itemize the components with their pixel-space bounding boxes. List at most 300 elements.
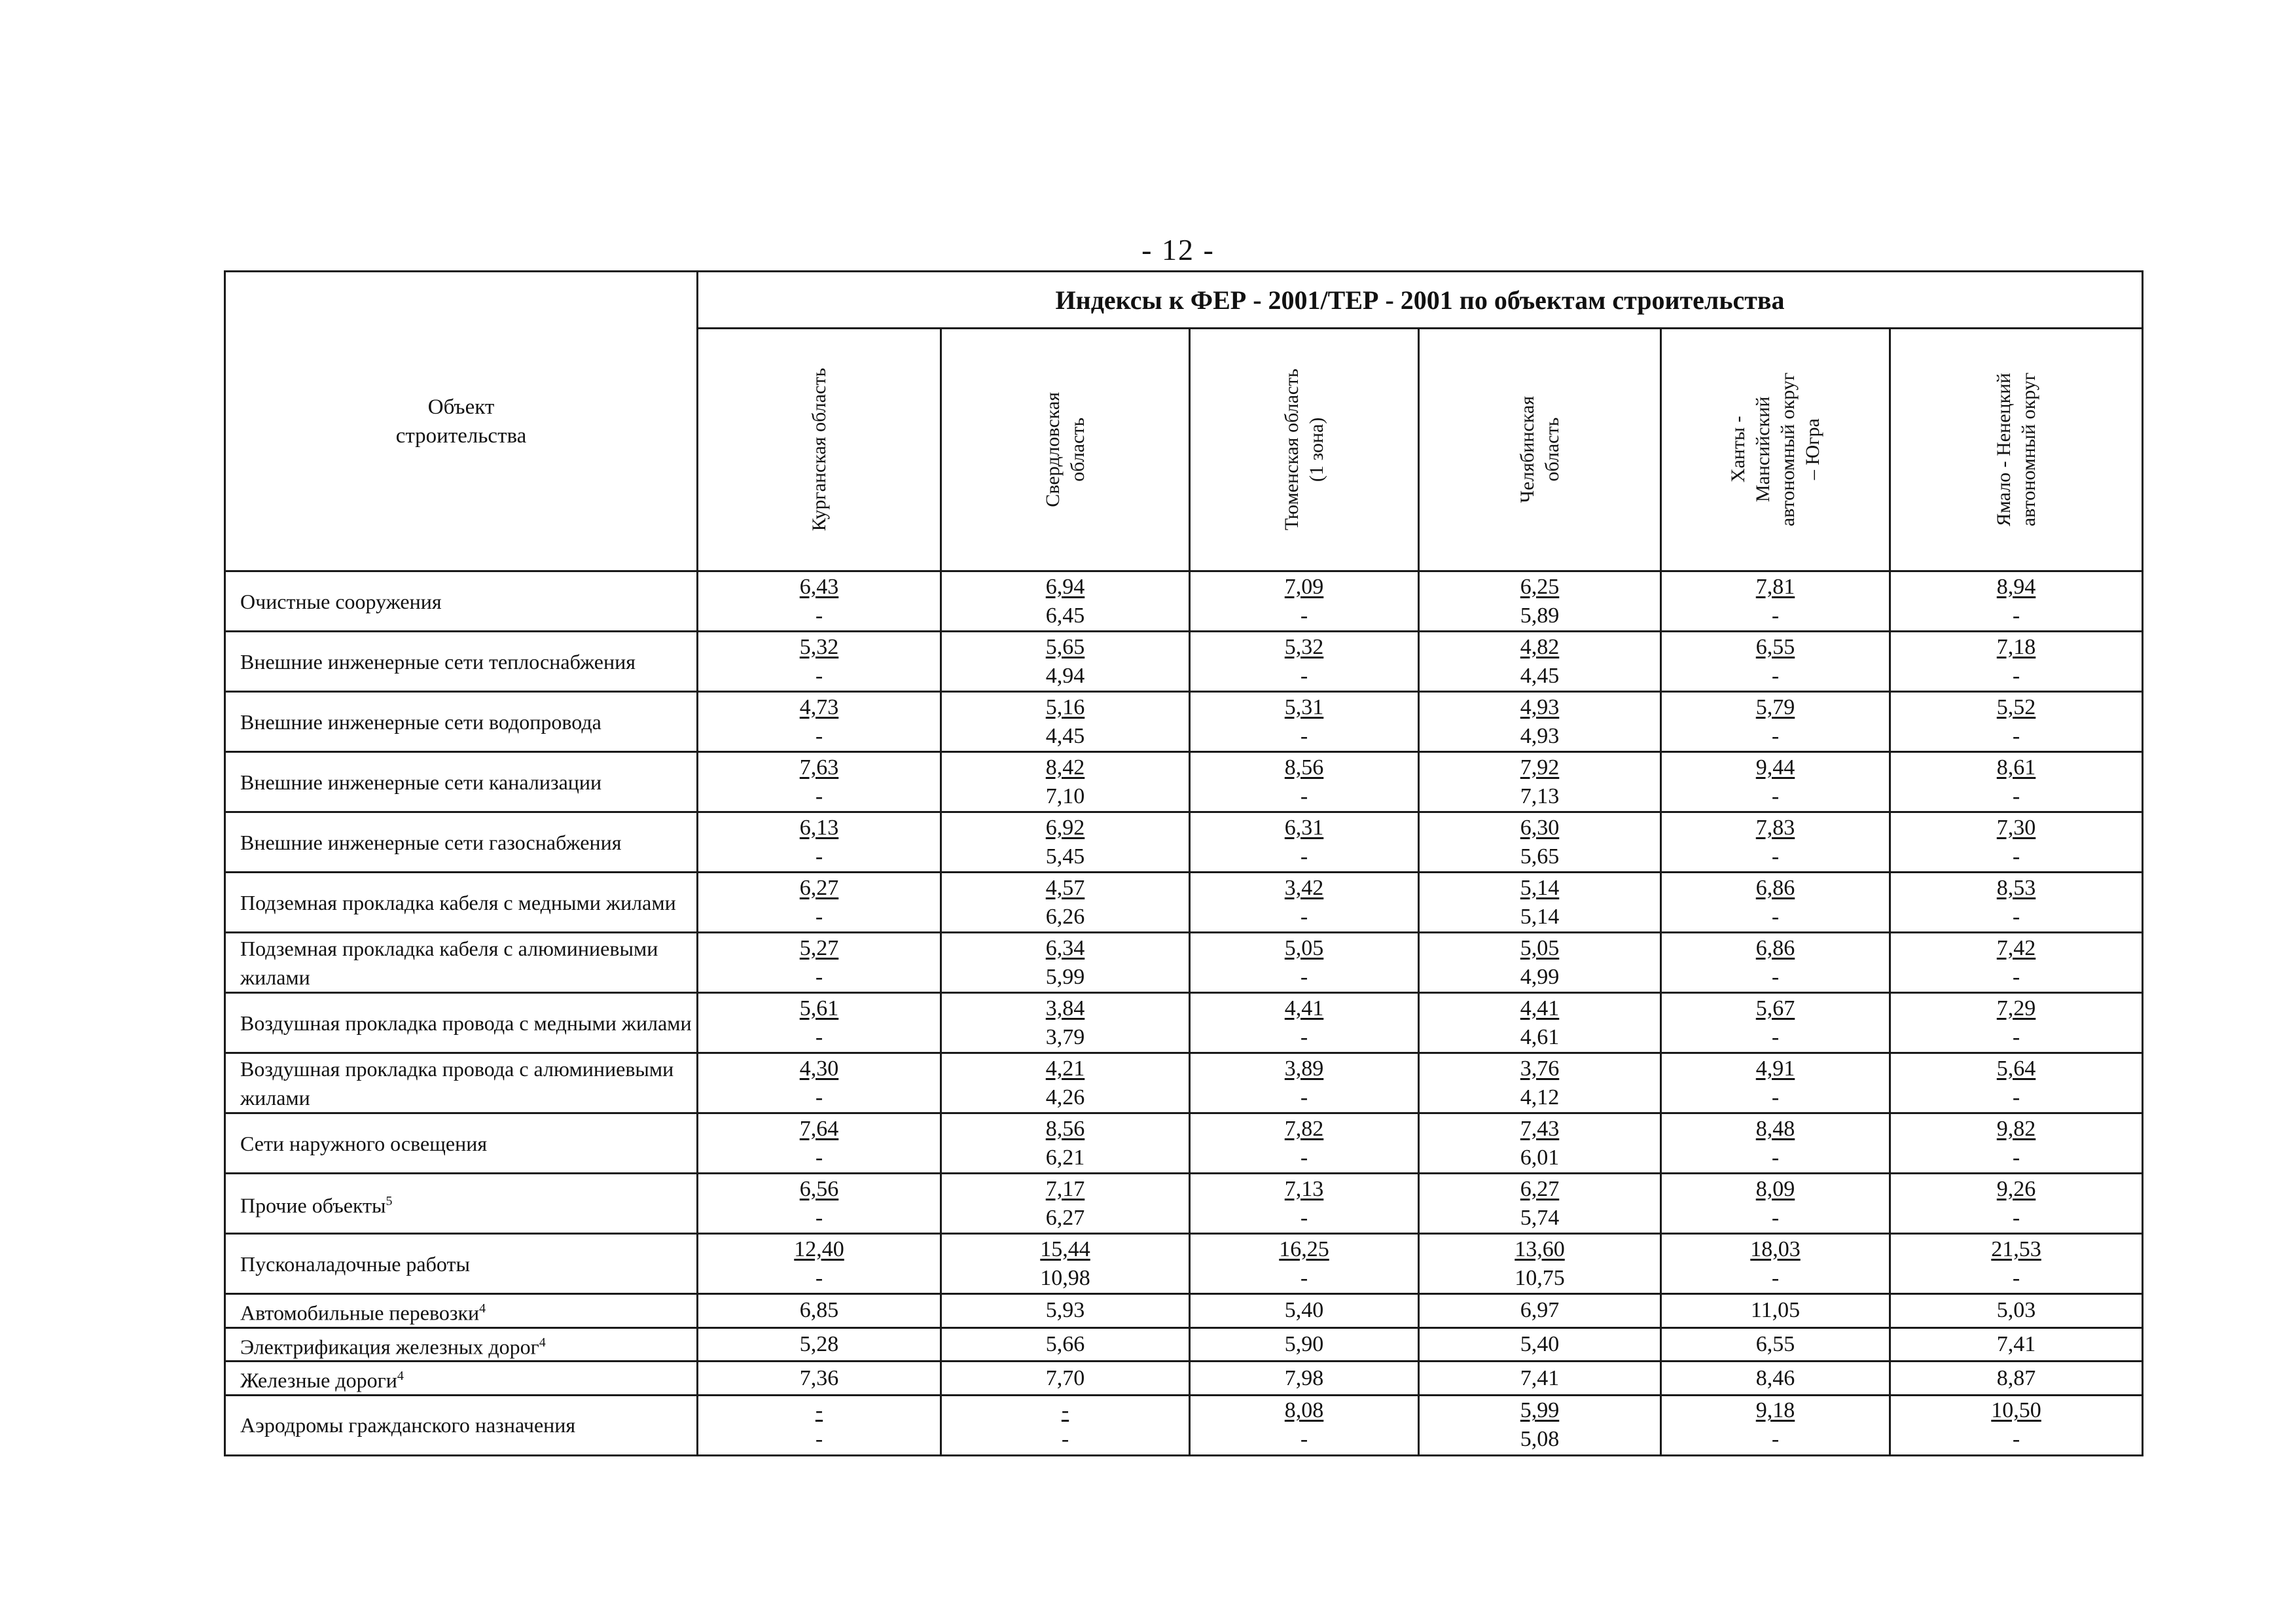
- table-row: [225, 1327, 2143, 1362]
- index-value-denominator: -: [1771, 784, 1780, 808]
- page-number: - 12 -: [1141, 233, 1215, 266]
- index-value-denominator: -: [1771, 1145, 1780, 1170]
- index-value-numerator: 4,93: [1520, 695, 1560, 719]
- index-value-cell: [941, 1234, 1190, 1294]
- index-value-numerator: 8,61: [1996, 755, 2036, 780]
- region-name: Курганская область: [808, 368, 830, 532]
- index-value-cell: [1419, 571, 1661, 632]
- table-row: [225, 1362, 2143, 1396]
- index-value-denominator: -: [1771, 603, 1780, 628]
- index-value-cell: 5,28: [698, 1327, 941, 1362]
- table-row: [225, 632, 2143, 692]
- index-value-denominator: -: [815, 1205, 823, 1230]
- index-value-cell: [1890, 1395, 2143, 1455]
- index-value-denominator: -: [2012, 603, 2020, 628]
- index-value-cell: [698, 1174, 941, 1234]
- row-label: [225, 571, 698, 632]
- index-value-cell: [941, 1174, 1190, 1234]
- index-value-numerator: 7,09: [1284, 574, 1324, 599]
- index-value-numerator: 4,41: [1284, 996, 1324, 1020]
- index-value-cell: [1661, 571, 1890, 632]
- index-value-cell: [1661, 993, 1890, 1053]
- index-value-cell: [941, 812, 1190, 873]
- index-value-cell: [1661, 752, 1890, 812]
- index-value-denominator: 5,45: [1045, 844, 1085, 869]
- index-value-numerator: 4,41: [1520, 996, 1560, 1020]
- index-value-cell: [1661, 933, 1890, 993]
- table-row: [225, 1234, 2143, 1294]
- index-value-denominator: -: [1771, 723, 1780, 748]
- index-value-denominator: -: [815, 904, 823, 929]
- index-value-numerator: 5,79: [1755, 695, 1795, 719]
- index-value-denominator: 5,74: [1520, 1205, 1560, 1230]
- index-value-denominator: -: [2012, 904, 2020, 929]
- index-value-denominator: -: [2012, 1427, 2020, 1452]
- index-value-cell: [1190, 993, 1419, 1053]
- index-value-cell: [698, 993, 941, 1053]
- row-label: [225, 873, 698, 933]
- index-value-denominator: 4,61: [1520, 1024, 1560, 1049]
- index-value-denominator: 10,98: [1040, 1265, 1090, 1290]
- index-value-numerator: 6,56: [799, 1176, 839, 1201]
- index-value-cell: 7,98: [1190, 1362, 1419, 1396]
- index-value-cell: 8,46: [1661, 1362, 1890, 1396]
- index-value-numerator: 6,30: [1520, 815, 1560, 840]
- index-value-cell: [1890, 1053, 2143, 1113]
- index-value-denominator: -: [1300, 603, 1308, 628]
- index-value-cell: 6,55: [1661, 1327, 1890, 1362]
- index-value-numerator: 6,94: [1045, 574, 1085, 599]
- row-label-text: Железные дороги: [240, 1368, 397, 1392]
- index-value-cell: [1419, 1113, 1661, 1174]
- index-value-denominator: 6,01: [1520, 1145, 1560, 1170]
- row-label-text: Подземная прокладка кабеля с медными жилами: [240, 890, 676, 914]
- index-value-numerator: 7,43: [1520, 1116, 1560, 1141]
- index-value-cell: [1190, 1174, 1419, 1234]
- index-value-numerator: 6,86: [1755, 875, 1795, 900]
- index-value-numerator: 5,05: [1520, 935, 1560, 960]
- index-value-numerator: 5,16: [1045, 695, 1085, 719]
- index-value-cell: [1661, 1234, 1890, 1294]
- index-value-denominator: -: [2012, 844, 2020, 869]
- row-label-text: Воздушная прокладка провода с алюминиевыми жилами: [240, 1056, 674, 1110]
- index-value-denominator: 10,75: [1515, 1265, 1565, 1290]
- index-value-denominator: -: [815, 784, 823, 808]
- indices-group-header: Индексы к ФЕР - 2001/ТЕР - 2001 по объектам строительства: [698, 272, 2143, 329]
- index-value-cell: 6,97: [1419, 1294, 1661, 1328]
- row-label: [225, 692, 698, 752]
- region-name: Ханты - Мансийский автономный округ – Югра: [1727, 372, 1823, 527]
- index-value-denominator: -: [2012, 964, 2020, 989]
- index-value-numerator: 7,13: [1284, 1176, 1324, 1201]
- index-value-denominator: 6,27: [1045, 1205, 1085, 1230]
- index-value-numerator: 3,84: [1045, 996, 1085, 1020]
- row-label-text: Электрификация железных дорог: [240, 1335, 539, 1359]
- row-label-text: Воздушная прокладка провода с медными жилами: [240, 1011, 692, 1035]
- footnote-marker: 4: [397, 1369, 404, 1384]
- region-header-3: [1190, 329, 1419, 571]
- row-label-text: Очистные сооружения: [240, 589, 442, 613]
- index-value-denominator: -: [815, 603, 823, 628]
- index-value-numerator: 7,81: [1755, 574, 1795, 599]
- index-value-numerator: 5,14: [1520, 875, 1560, 900]
- index-value-cell: [1661, 1113, 1890, 1174]
- index-value-numerator: 12,40: [794, 1236, 844, 1261]
- index-value-cell: [1661, 873, 1890, 933]
- index-value-numerator: -: [815, 1398, 823, 1423]
- index-value-cell: 5,03: [1890, 1294, 2143, 1328]
- index-value-denominator: -: [815, 663, 823, 688]
- index-value-denominator: -: [1300, 1205, 1308, 1230]
- index-value-numerator: 4,21: [1045, 1056, 1085, 1081]
- index-value-cell: [1890, 812, 2143, 873]
- index-value-denominator: -: [1771, 904, 1780, 929]
- index-value-cell: [1419, 873, 1661, 933]
- index-value-cell: [941, 1113, 1190, 1174]
- index-value-cell: [1661, 1395, 1890, 1455]
- index-value-cell: [1890, 632, 2143, 692]
- index-value-denominator: -: [815, 1085, 823, 1110]
- index-value-numerator: 8,42: [1045, 755, 1085, 780]
- index-value-cell: [941, 752, 1190, 812]
- row-label-text: Внешние инженерные сети канализации: [240, 770, 602, 794]
- region-header-6: [1890, 329, 2143, 571]
- table-row: [225, 1294, 2143, 1328]
- index-value-cell: [941, 993, 1190, 1053]
- index-value-cell: [1890, 933, 2143, 993]
- row-label: [225, 1395, 698, 1455]
- index-value-denominator: -: [2012, 663, 2020, 688]
- index-value-numerator: 6,27: [1520, 1176, 1560, 1201]
- index-table: [224, 270, 2144, 1456]
- index-value-cell: 11,05: [1661, 1294, 1890, 1328]
- index-value-denominator: -: [1771, 1265, 1780, 1290]
- index-value-cell: [941, 632, 1190, 692]
- index-value-denominator: 5,65: [1520, 844, 1560, 869]
- index-value-denominator: 4,93: [1520, 723, 1560, 748]
- index-value-cell: [941, 571, 1190, 632]
- index-value-cell: [1661, 632, 1890, 692]
- index-value-numerator: 4,30: [799, 1056, 839, 1081]
- index-value-cell: [1190, 933, 1419, 993]
- table-body: [225, 571, 2143, 1456]
- index-value-numerator: 3,42: [1284, 875, 1324, 900]
- index-value-denominator: 5,89: [1520, 603, 1560, 628]
- index-value-denominator: -: [2012, 784, 2020, 808]
- index-value-cell: [941, 1053, 1190, 1113]
- region-name: Свердловская область: [1041, 392, 1088, 507]
- index-value-cell: 5,90: [1190, 1327, 1419, 1362]
- row-label-text: Внешние инженерные сети теплоснабжения: [240, 649, 636, 674]
- index-value-numerator: 6,86: [1755, 935, 1795, 960]
- index-value-denominator: -: [1300, 1427, 1308, 1452]
- index-value-cell: [1419, 752, 1661, 812]
- index-value-numerator: 6,92: [1045, 815, 1085, 840]
- index-value-cell: [1419, 632, 1661, 692]
- index-value-denominator: -: [815, 844, 823, 869]
- index-value-numerator: 7,29: [1996, 996, 2036, 1020]
- object-column-header: [225, 272, 698, 571]
- index-value-cell: [1890, 1174, 2143, 1234]
- index-value-numerator: 8,56: [1284, 755, 1324, 780]
- index-value-numerator: 9,18: [1755, 1398, 1795, 1423]
- index-value-numerator: 6,55: [1755, 634, 1795, 659]
- index-value-denominator: -: [1771, 844, 1780, 869]
- row-label: [225, 1294, 698, 1328]
- index-value-cell: [1890, 571, 2143, 632]
- index-value-numerator: 4,73: [799, 695, 839, 719]
- index-value-numerator: 4,57: [1045, 875, 1085, 900]
- row-label: [225, 752, 698, 812]
- index-value-denominator: -: [815, 1145, 823, 1170]
- table-row: [225, 1174, 2143, 1234]
- index-value-cell: [1890, 993, 2143, 1053]
- index-value-denominator: -: [1300, 964, 1308, 989]
- index-value-denominator: -: [815, 723, 823, 748]
- row-label-text: Внешние инженерные сети газоснабжения: [240, 830, 622, 854]
- index-value-denominator: 4,12: [1520, 1085, 1560, 1110]
- index-value-numerator: 5,31: [1284, 695, 1324, 719]
- index-value-numerator: 7,17: [1045, 1176, 1085, 1201]
- index-value-cell: [1661, 1053, 1890, 1113]
- index-value-numerator: 8,08: [1284, 1398, 1324, 1423]
- index-value-cell: 6,85: [698, 1294, 941, 1328]
- table-row: [225, 1395, 2143, 1455]
- index-value-denominator: -: [815, 1427, 823, 1452]
- index-value-numerator: 5,61: [799, 996, 839, 1020]
- table-row: [225, 993, 2143, 1053]
- index-value-numerator: 7,92: [1520, 755, 1560, 780]
- index-value-denominator: 7,13: [1520, 784, 1560, 808]
- row-label-text: Прочие объекты: [240, 1193, 386, 1218]
- index-value-cell: [941, 692, 1190, 752]
- row-label: [225, 632, 698, 692]
- row-label: [225, 1113, 698, 1174]
- index-value-numerator: 8,94: [1996, 574, 2036, 599]
- index-value-numerator: 8,48: [1755, 1116, 1795, 1141]
- row-label: [225, 1362, 698, 1396]
- index-value-numerator: 13,60: [1515, 1236, 1565, 1261]
- index-value-cell: [1419, 692, 1661, 752]
- index-value-cell: [1419, 1174, 1661, 1234]
- index-value-denominator: -: [1771, 1024, 1780, 1049]
- index-value-cell: [1419, 933, 1661, 993]
- index-value-cell: [1419, 993, 1661, 1053]
- region-header-2: [941, 329, 1190, 571]
- index-value-cell: [1190, 1395, 1419, 1455]
- row-label: [225, 812, 698, 873]
- index-value-cell: [1190, 632, 1419, 692]
- index-value-numerator: 6,13: [799, 815, 839, 840]
- index-value-numerator: 9,82: [1996, 1116, 2036, 1141]
- table-row: [225, 873, 2143, 933]
- footnote-marker: 5: [386, 1194, 393, 1209]
- index-value-cell: [698, 632, 941, 692]
- row-label: [225, 1234, 698, 1294]
- index-value-numerator: 5,65: [1045, 634, 1085, 659]
- index-value-denominator: 7,10: [1045, 784, 1085, 808]
- index-value-denominator: -: [815, 1265, 823, 1290]
- table-row: [225, 812, 2143, 873]
- index-value-numerator: 8,53: [1996, 875, 2036, 900]
- index-value-cell: 5,40: [1190, 1294, 1419, 1328]
- index-value-cell: [698, 812, 941, 873]
- index-value-numerator: 5,32: [799, 634, 839, 659]
- index-value-denominator: -: [1300, 1085, 1308, 1110]
- index-value-denominator: -: [815, 1024, 823, 1049]
- index-value-denominator: -: [1061, 1427, 1069, 1452]
- index-value-cell: 7,41: [1890, 1327, 2143, 1362]
- index-value-numerator: 8,56: [1045, 1116, 1085, 1141]
- table-row: [225, 692, 2143, 752]
- table-row: [225, 571, 2143, 632]
- index-value-cell: [1890, 873, 2143, 933]
- index-value-cell: [1419, 1234, 1661, 1294]
- index-value-numerator: 7,82: [1284, 1116, 1324, 1141]
- index-value-cell: 5,40: [1419, 1327, 1661, 1362]
- index-value-cell: 8,87: [1890, 1362, 2143, 1396]
- index-value-numerator: 6,34: [1045, 935, 1085, 960]
- footnote-marker: 4: [479, 1301, 486, 1316]
- index-value-denominator: -: [1300, 1265, 1308, 1290]
- index-value-denominator: 4,45: [1520, 663, 1560, 688]
- index-value-cell: [1190, 692, 1419, 752]
- index-value-denominator: 5,99: [1045, 964, 1085, 989]
- index-value-numerator: 4,82: [1520, 634, 1560, 659]
- index-value-cell: [698, 692, 941, 752]
- index-value-numerator: 3,76: [1520, 1056, 1560, 1081]
- index-value-numerator: 6,25: [1520, 574, 1560, 599]
- index-value-cell: [1190, 1053, 1419, 1113]
- index-value-denominator: -: [2012, 1024, 2020, 1049]
- index-value-cell: [1419, 1395, 1661, 1455]
- index-value-denominator: -: [1300, 844, 1308, 869]
- index-value-numerator: 15,44: [1040, 1236, 1090, 1261]
- index-value-numerator: 5,32: [1284, 634, 1324, 659]
- index-value-denominator: -: [2012, 1085, 2020, 1110]
- index-value-cell: [941, 933, 1190, 993]
- index-value-numerator: -: [1061, 1398, 1069, 1423]
- row-label: [225, 1174, 698, 1234]
- index-value-cell: [1419, 812, 1661, 873]
- table-row: [225, 1113, 2143, 1174]
- row-label-text: Автомобильные перевозки: [240, 1301, 480, 1325]
- region-header-5: [1661, 329, 1890, 571]
- index-value-denominator: 3,79: [1045, 1024, 1085, 1049]
- region-header-1: [698, 329, 941, 571]
- index-value-cell: [698, 1053, 941, 1113]
- index-value-cell: 7,70: [941, 1362, 1190, 1396]
- index-value-numerator: 5,64: [1996, 1056, 2036, 1081]
- index-value-cell: [1190, 873, 1419, 933]
- index-value-denominator: -: [2012, 1145, 2020, 1170]
- index-value-cell: [1890, 1234, 2143, 1294]
- index-value-cell: [698, 873, 941, 933]
- row-label-text: Аэродромы гражданского назначения: [240, 1413, 576, 1437]
- index-value-numerator: 5,05: [1284, 935, 1324, 960]
- index-value-cell: [698, 1395, 941, 1455]
- index-value-cell: [1890, 692, 2143, 752]
- index-value-denominator: -: [1771, 1085, 1780, 1110]
- index-value-denominator: -: [2012, 1265, 2020, 1290]
- region-name: Тюменская область (1 зона): [1280, 369, 1327, 531]
- index-value-numerator: 6,27: [799, 875, 839, 900]
- index-value-cell: [1890, 752, 2143, 812]
- index-value-denominator: -: [1300, 663, 1308, 688]
- index-value-numerator: 5,99: [1520, 1398, 1560, 1423]
- index-value-denominator: -: [815, 964, 823, 989]
- index-value-numerator: 8,09: [1755, 1176, 1795, 1201]
- index-value-cell: 5,66: [941, 1327, 1190, 1362]
- index-value-denominator: -: [1300, 723, 1308, 748]
- row-label-text: Пусконаладочные работы: [240, 1252, 470, 1276]
- index-value-cell: [1190, 571, 1419, 632]
- index-value-denominator: -: [1771, 1205, 1780, 1230]
- index-value-denominator: 4,26: [1045, 1085, 1085, 1110]
- index-value-cell: [698, 1113, 941, 1174]
- index-value-denominator: -: [1771, 1427, 1780, 1452]
- index-value-denominator: -: [1771, 964, 1780, 989]
- index-value-numerator: 16,25: [1279, 1236, 1329, 1261]
- index-value-numerator: 21,53: [1991, 1236, 2041, 1261]
- index-value-numerator: 7,30: [1996, 815, 2036, 840]
- index-value-cell: [1190, 1113, 1419, 1174]
- index-value-numerator: 6,31: [1284, 815, 1324, 840]
- row-label: [225, 1327, 698, 1362]
- index-value-cell: [1661, 1174, 1890, 1234]
- index-value-denominator: -: [1300, 1145, 1308, 1170]
- index-value-denominator: -: [1300, 1024, 1308, 1049]
- region-header-4: [1419, 329, 1661, 571]
- index-value-denominator: -: [1771, 663, 1780, 688]
- index-value-cell: 7,41: [1419, 1362, 1661, 1396]
- index-value-cell: [1190, 1234, 1419, 1294]
- index-value-denominator: -: [2012, 1205, 2020, 1230]
- index-value-cell: [1890, 1113, 2143, 1174]
- region-name: Челябинская область: [1516, 396, 1563, 503]
- table-row: [225, 1053, 2143, 1113]
- row-label: [225, 1053, 698, 1113]
- index-value-denominator: 4,94: [1045, 663, 1085, 688]
- index-value-numerator: 7,83: [1755, 815, 1795, 840]
- index-value-numerator: 7,63: [799, 755, 839, 780]
- table-row: [225, 752, 2143, 812]
- index-value-denominator: -: [1300, 904, 1308, 929]
- index-value-numerator: 7,64: [799, 1116, 839, 1141]
- index-value-denominator: -: [2012, 723, 2020, 748]
- index-value-cell: [698, 752, 941, 812]
- index-value-cell: [698, 933, 941, 993]
- row-label-text: Внешние инженерные сети водопровода: [240, 710, 601, 734]
- index-value-denominator: -: [1300, 784, 1308, 808]
- index-value-cell: [941, 873, 1190, 933]
- table-row: [225, 933, 2143, 993]
- region-name: Ямало - Ненецкий автономный округ: [1992, 372, 2039, 527]
- index-value-cell: [1190, 752, 1419, 812]
- index-value-cell: [1661, 812, 1890, 873]
- index-value-numerator: 5,52: [1996, 695, 2036, 719]
- index-value-cell: [1661, 692, 1890, 752]
- index-value-cell: [941, 1395, 1190, 1455]
- index-value-numerator: 18,03: [1750, 1236, 1801, 1261]
- index-value-numerator: 7,42: [1996, 935, 2036, 960]
- index-value-numerator: 3,89: [1284, 1056, 1324, 1081]
- index-value-denominator: 4,45: [1045, 723, 1085, 748]
- index-value-cell: [698, 571, 941, 632]
- index-value-numerator: 6,43: [799, 574, 839, 599]
- index-value-numerator: 4,91: [1755, 1056, 1795, 1081]
- index-value-numerator: 9,44: [1755, 755, 1795, 780]
